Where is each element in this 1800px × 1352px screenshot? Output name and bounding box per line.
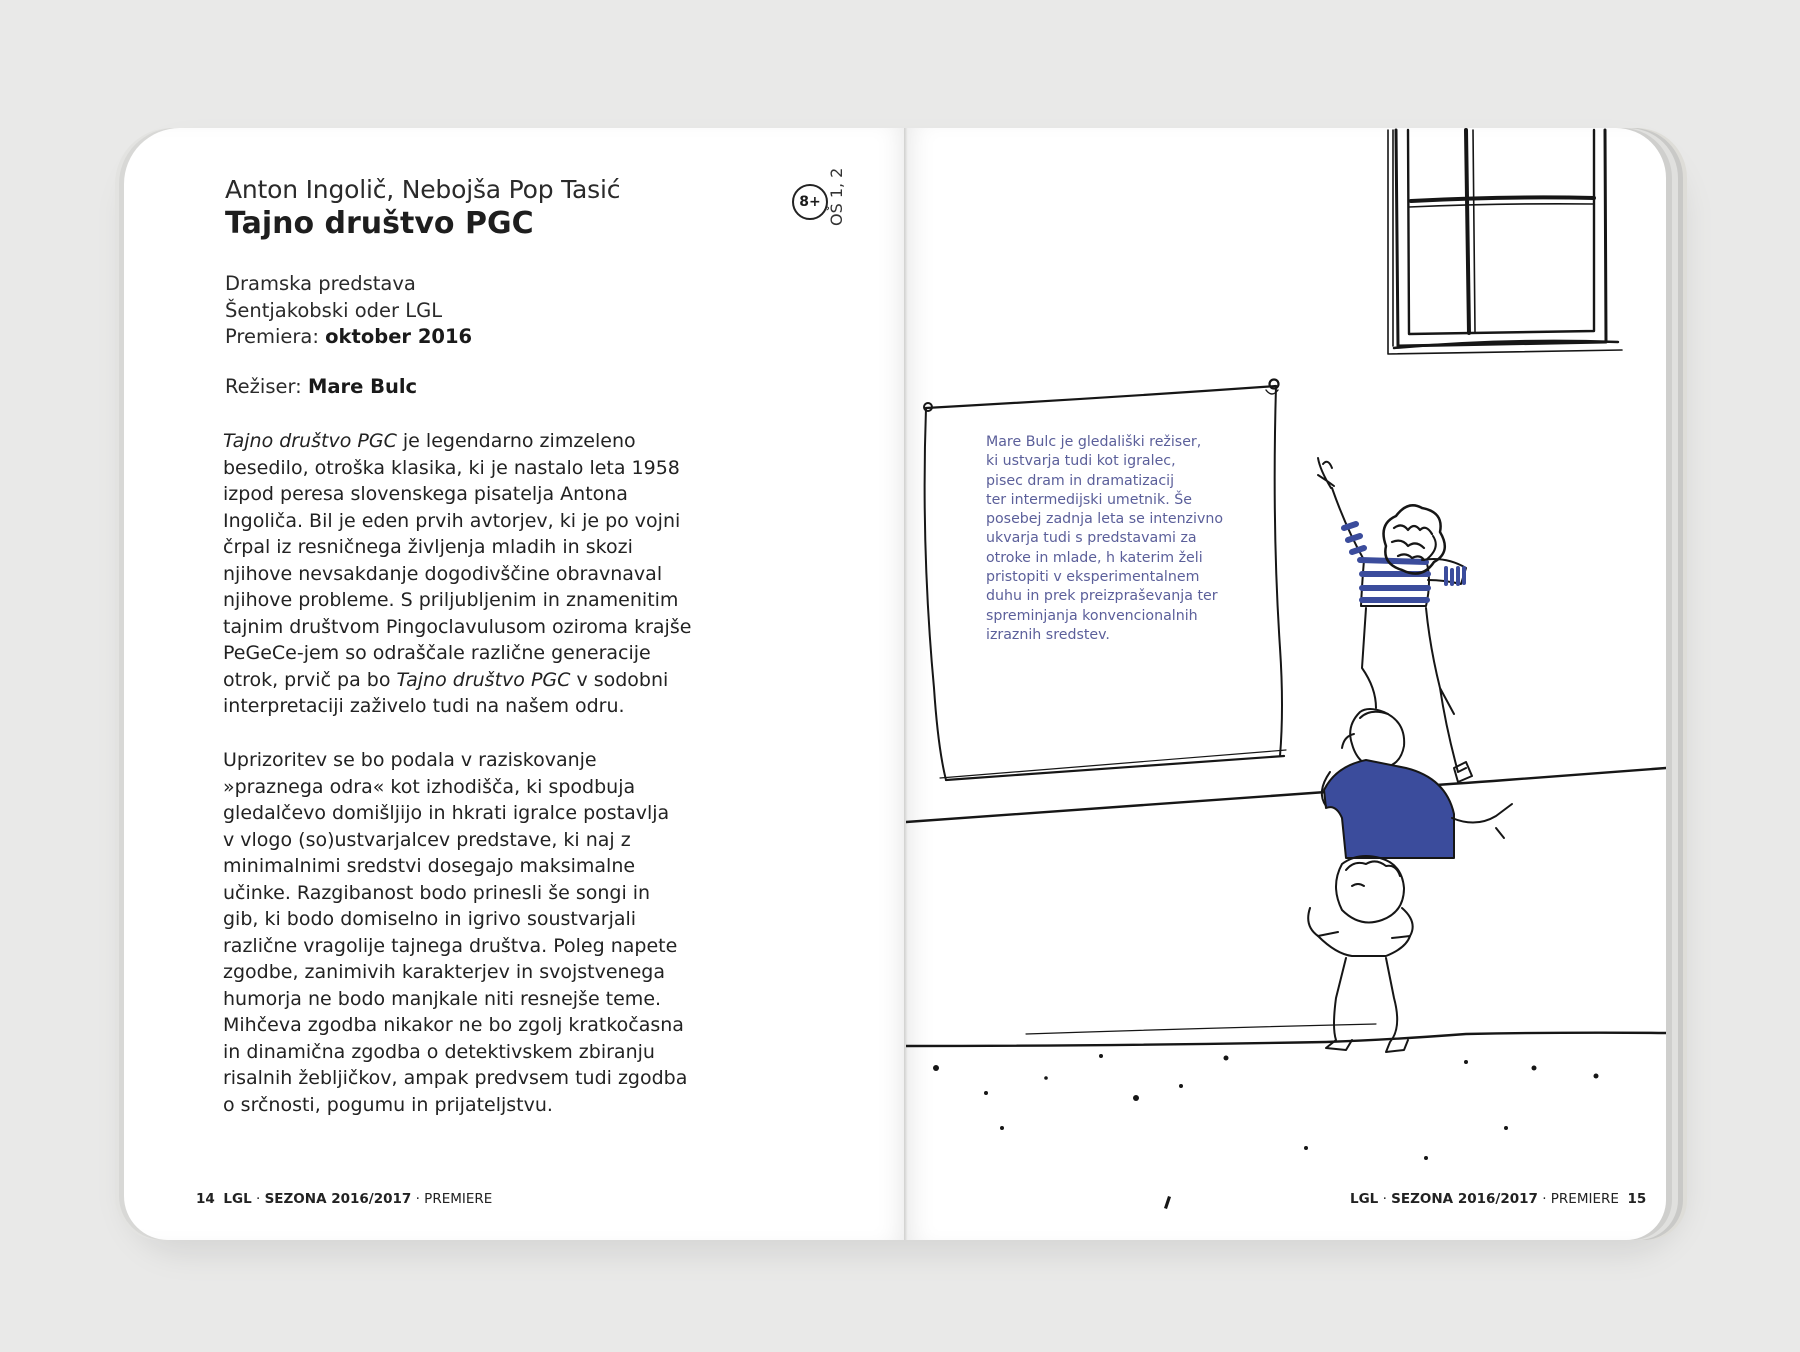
- bio-line: ukvarja tudi s predstavami za: [986, 530, 1197, 547]
- text-line: in dinamična zgodba o detektivskem zbiranju: [223, 1040, 655, 1063]
- bio-line: izraznih sredstev.: [986, 626, 1110, 643]
- venue: Šentjakobski oder LGL: [225, 298, 443, 322]
- grade-label: OŠ 1, 2: [827, 167, 846, 226]
- text-line: Mihčeva zgodba nikakor ne bo zgolj kratkočasna: [223, 1014, 684, 1036]
- bio-line: otroke in mlade, h katerim želi: [986, 549, 1203, 566]
- footer-brand: LGL: [1350, 1191, 1379, 1207]
- bio-line: spreminjanja konvencionalnih: [986, 607, 1198, 624]
- age-badge: 8+: [792, 184, 828, 220]
- bio-line: pristopiti v eksperimentalnem: [986, 569, 1200, 586]
- text-line: besedilo, otroška klasika, ki je nastalo leta 1958: [223, 456, 680, 479]
- text-line: zgodbe, zanimivih karakterjev in svojstvenega: [223, 961, 665, 983]
- text-line: minimalnimi sredstvi dosegajo maksimalne: [223, 855, 636, 877]
- bio-line: pisec dram in dramatizacij: [986, 472, 1175, 489]
- text-line: Ingoliča. Bil je eden prvih avtorjev, ki je po vojni: [223, 509, 681, 532]
- footer-brand: LGL: [223, 1191, 252, 1207]
- italic-title: Tajno društvo PGC: [396, 668, 571, 691]
- italic-title: Tajno društvo PGC: [223, 430, 397, 452]
- bio-line: Mare Bulc je gledališki režiser,: [986, 434, 1202, 450]
- text-line: »praznega odra« kot izhodišča, ki spodbuja: [223, 775, 636, 798]
- text-line: PeGeCe-jem so odraščale različne generacije: [223, 642, 651, 664]
- footer-left: 14 LGL · SEZONA 2016/2017 · PREMIERE: [196, 1191, 493, 1207]
- director-label: Režiser:: [225, 375, 302, 398]
- text-line: risalnih žebljičkov, ampak predvsem tudi zgodba: [223, 1067, 688, 1089]
- text-line: različne vragolije tajnega društva. Poleg napete: [223, 934, 678, 957]
- text-line: Tajno društvo PGC je legendarno zimzeleno: [223, 430, 636, 452]
- text-line: črpal iz resničnega življenja mladih in skozi: [223, 536, 633, 558]
- text-line: izpod peresa slovenskega pisatelja Antona: [223, 483, 628, 505]
- text-line: njihove nevsakdanje dogodivščine obravnaval: [223, 562, 663, 585]
- premiere-line: [225, 324, 472, 351]
- bio-line: posebej zadnja leta se intenzivno: [986, 511, 1224, 528]
- text-line: otrok, prvič pa bo Tajno društvo PGC v sodobni: [223, 668, 669, 691]
- bio-line: duhu in prek preizpraševanja ter: [986, 588, 1218, 605]
- footer-season: SEZONA 2016/2017: [264, 1191, 412, 1207]
- play-title: Tajno društvo PGC: [225, 206, 534, 241]
- text-line: humorja ne bodo manjkale niti resnejše teme.: [223, 987, 662, 1010]
- right-page: [906, 128, 1666, 1240]
- page-number: 14: [196, 1191, 215, 1207]
- director-name: Mare Bulc: [307, 375, 418, 398]
- text-line: gledalčevo domišljijo in hkrati igralce postavlja: [223, 802, 670, 824]
- director-bio: [986, 433, 1223, 645]
- footer-section: PREMIERE: [424, 1191, 493, 1207]
- text-line: njihove probleme. S priljubljenim in znamenitim: [223, 589, 679, 611]
- footer-section: PREMIERE: [1550, 1191, 1619, 1207]
- text-line: učinke. Razgibanost bodo prinesli še songi in: [223, 881, 651, 904]
- description-paragraph-1: [223, 428, 691, 720]
- footer-season: SEZONA 2016/2017: [1391, 1191, 1538, 1207]
- text-line: tajnim društvom Pingoclavulusom oziroma krajše: [223, 615, 692, 638]
- booklet-gutter: [904, 128, 908, 1240]
- text-line: gib, ki bodo domiselno in igrivo soustvarjali: [223, 908, 637, 930]
- genre: Dramska predstava: [225, 272, 416, 295]
- text-line: v vlogo (so)ustvarjalcev predstave, ki naj z: [223, 828, 631, 851]
- director-line: [225, 375, 417, 398]
- authors: Anton Ingolič, Nebojša Pop Tasić: [225, 175, 621, 204]
- text-line: interpretaciji zaživelo tudi na našem odru.: [223, 695, 625, 717]
- footer-right: LGL · SEZONA 2016/2017 · PREMIERE 15: [1350, 1191, 1647, 1207]
- bio-line: ter intermedijski umetnik. Še: [986, 491, 1192, 508]
- page-number: 15: [1627, 1191, 1647, 1207]
- bio-line: ki ustvarja tudi kot igralec,: [986, 453, 1176, 470]
- production-meta: [225, 271, 472, 351]
- text-line: o srčnosti, pogumu in prijateljstvu.: [223, 1093, 553, 1116]
- premiere-label: Premiera:: [225, 325, 319, 348]
- premiere-date: oktober 2016: [325, 325, 473, 348]
- description-paragraph-2: [223, 747, 687, 1118]
- text-line: Uprizoritev se bo podala v raziskovanje: [223, 749, 597, 771]
